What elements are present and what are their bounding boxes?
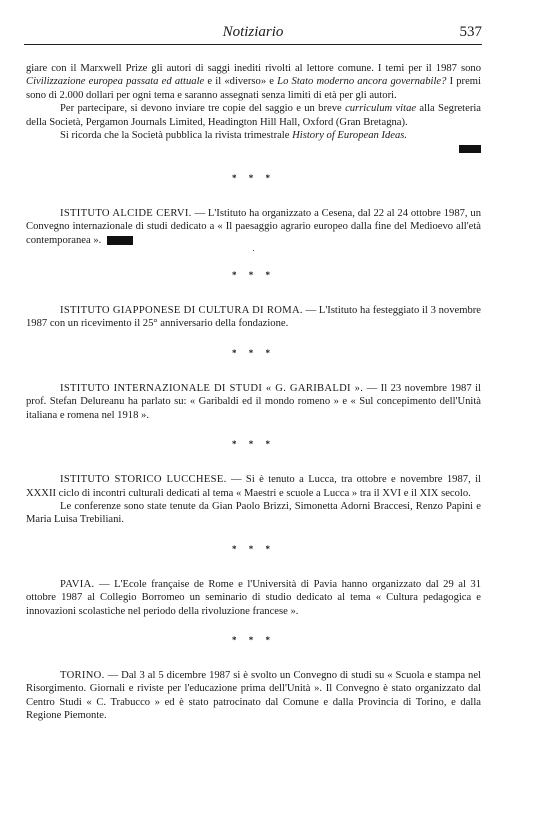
entry-giapponese: ISTITUTO GIAPPONESE DI CULTURA DI ROMA. — L'Istituto ha festeggiato il 3 novembre 1987 con un ricevimento il 25° anniversario della fondazione.: [26, 305, 481, 330]
entry-heading: ISTITUTO ALCIDE CERVI.: [60, 207, 192, 219]
redaction-mark: [459, 145, 481, 153]
journal-paragraph: Si ricorda che la Società pubblica la rivista trimestrale History of European Ideas.: [60, 130, 408, 142]
entry-heading: ISTITUTO INTERNAZIONALE DI STUDI « G. GARIBALDI ».: [60, 382, 364, 394]
running-title: Notiziario: [222, 24, 284, 40]
section-separator: * * *: [232, 172, 275, 183]
page-body: giare con il Marxwell Prize gli autori di saggi inediti rivolti al lettore comune. I temi per il 1987 sono Civilizzazione europea passata ed attuale e il «diverso» e Lo Stato moderno ancora governabile? I premi sono di 2.000 dollari per ogni tema e saranno assegnati senza limiti di età per gli autori. Per partecipare, si devono inviare tre copie del saggio e un breve curriculum vitae alla Segreteria della Società, Pergamon Journals Limited, Headington Hill Hall, Oxford (Gran Bretagna). Si ricorda che la Società pubblica la rivista trimestrale History of European Ideas. * * * ISTITUTO ALCIDE CERVI. — L'Istituto ha organizzato a Cesena, dal 22 al 24 ottobre 1987, un Convegno internazionale di studi dedicato a « Il paesaggio agrario europeo dalla fine del Medioevo all'età contemporanea ». . * * * ISTITUTO GIAPPONESE DI CULTURA DI ROMA. — L'Istituto ha festeggiato il 3 novembre 1987 con un ricevimento il 25° anniversario della fondazione. * * * ISTITUTO INTERNAZIONALE DI STUDI « G. GARIBALDI ». — Il 23 novembre 1987 il prof. Stefan Delureanu ha parlato su: « Garibaldi ed il mondo romeno » e « Sul concepimento dell'Unità italiana e romena nel 1918 ». * * * ISTITUTO STORICO LUCCHESE. — Si è tenuto a Lucca, tra ottobre e novembre 1987, il XXXII ciclo di incontri culturali dedicati al tema « Maestri e scuole a Lucca » tra il XVI e il XIX secolo. Le conferenze sono state tenute da Gian Paolo Brizzi, Simonetta Adorni Braccesi, Renzo Papini e Maria Luisa Trebiliani. * * * PAVIA. — L'Ecole française de Rome e l'Università di Pavia hanno organizzato dal 29 al 31 ottobre 1987 al Collegio Borromeo un seminario di studio dedicato al tema « Cultura pedagogica e innovazioni scolastiche nel periodo della rivoluzione francese ». * * * TORINO. — Dal 3 al 5 dicembre 1987 si è svolto un Convegno di studi su « Scuola e stampa nel Risorgimento. Giornali e riviste per l'educazione prima dell'Unità ». Il Convegno è stato organizzato dal Centro Studi « C. Trabucco » ed è stato patrocinato dal Comune e dalla Provincia di Torino, e dalla Regione Piemonte.: [26, 63, 481, 722]
section-separator: * * *: [232, 543, 275, 554]
section-separator: * * *: [232, 347, 275, 358]
header-rule: [24, 44, 482, 45]
entry-pavia: PAVIA. — L'Ecole française de Rome e l'Università di Pavia hanno organizzato dal 29 al 31 ottobre 1987 al Collegio Borromeo un seminario di studio dedicato al tema « Cultura pedagogica e innovazioni scolastiche nel periodo della rivoluzione francese ».: [26, 578, 481, 617]
page-number: 537: [459, 24, 482, 40]
participation-paragraph: Per partecipare, si devono inviare tre copie del saggio e un breve curriculum vitae alla Segreteria della Società, Pergamon Journals Limited, Headington Hill Hall, Oxford (Gran Bretagna).: [26, 103, 481, 128]
page-header: [24, 22, 482, 44]
entry-torino: TORINO. — Dal 3 al 5 dicembre 1987 si è svolto un Convegno di studi su « Scuola e stampa nel Risorgimento. Giornali e riviste per l'educazione prima dell'Unità ». Il Convegno è stato organizzato dal Centro Studi « C. Trabucco » ed è stato patrocinato dal Comune e dalla Provincia di Torino, e dalla Regione Piemonte.: [26, 669, 481, 722]
entry-cervi: ISTITUTO ALCIDE CERVI. — L'Istituto ha organizzato a Cesena, dal 22 al 24 ottobre 1987, un Convegno internazionale di studi dedicato a « Il paesaggio agrario europeo dalla fine del Medioevo all'età contemporanea ».: [26, 207, 481, 246]
entry-heading: ISTITUTO GIAPPONESE DI CULTURA DI ROMA.: [60, 305, 303, 317]
entry-heading: PAVIA.: [60, 578, 95, 590]
entry-lucchese: ISTITUTO STORICO LUCCHESE. — Si è tenuto a Lucca, tra ottobre e novembre 1987, il XXXII ciclo di incontri culturali dedicati al tema « Maestri e scuole a Lucca » tra il XVI e il XIX secolo.: [26, 474, 481, 499]
section-separator: * * *: [232, 634, 275, 645]
intro-paragraph: giare con il Marxwell Prize gli autori di saggi inediti rivolti al lettore comune. I temi per il 1987 sono Civilizzazione europea passata ed attuale e il «diverso» e Lo Stato moderno ancora governabile? I premi sono di 2.000 dollari per ogni tema e saranno assegnati senza limiti di età per gli autori.: [26, 63, 481, 101]
entry-heading: TORINO.: [60, 669, 105, 681]
section-separator: * * *: [232, 270, 275, 281]
entry-garibaldi: ISTITUTO INTERNAZIONALE DI STUDI « G. GARIBALDI ». — Il 23 novembre 1987 il prof. Stefan Delureanu ha parlato su: « Garibaldi ed il mondo romeno » e « Sul concepimento dell'Unità italiana e romena nel 1918 ».: [26, 382, 481, 421]
redaction-mark: [107, 236, 133, 245]
section-separator: * * *: [232, 439, 275, 450]
entry-heading: ISTITUTO STORICO LUCCHESE.: [60, 474, 227, 486]
entry-lucchese-speakers: Le conferenze sono state tenute da Gian Paolo Brizzi, Simonetta Adorni Braccesi, Renzo Papini e Maria Luisa Trebiliani.: [26, 500, 481, 526]
